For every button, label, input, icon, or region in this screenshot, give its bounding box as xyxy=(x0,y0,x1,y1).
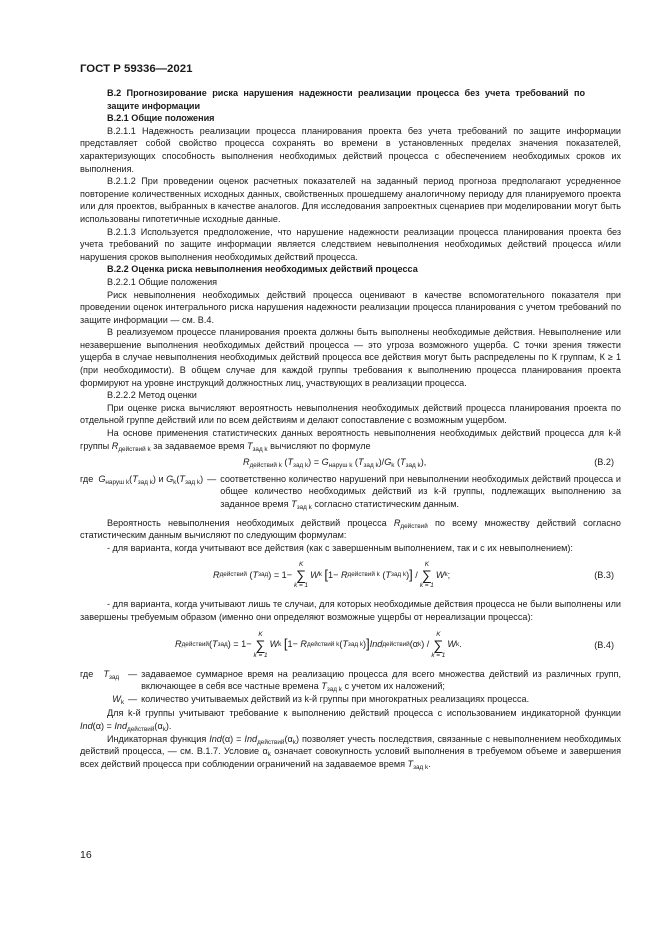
where-b4-w-description: количество учитываемых действий из k-й группы при многократных реализациях процесса. xyxy=(141,693,530,704)
section-heading-b21: В.2.1 Общие положения xyxy=(107,113,215,124)
paragraph-stat-basis: На основе применения статистических данных вероятность невыполнения необходимых действий процесса для k-й группы $R_{действий k}$ за задаваемое время $T_{зад k}$ вычисляют по формуле xyxy=(80,428,621,453)
sum-symbol: K ∑ k = 1 xyxy=(419,561,434,590)
formula-b2-expression: $R_{действий k}$ $(T_{зад k}) = G_{наруш k}$ $(T_{зад k})/G_k$ $(T_{зад k})$, xyxy=(243,457,427,470)
section-heading-b22: В.2.2 Оценка риска невыполнения необходимых действий процесса xyxy=(107,264,418,275)
formula-b3-expression: R действий ( T зад ) = 1− K ∑ k = 1 W k [ 1− R действий k ( T зад k ) ] / K ∑ k = 1 W k ; xyxy=(213,561,451,590)
subsection-heading-b222: В.2.2.2 Метод оценки xyxy=(107,390,197,401)
document-body xyxy=(80,87,621,770)
formula-b3 xyxy=(80,557,621,593)
sum-symbol: K ∑ k = 1 xyxy=(431,630,446,659)
paragraph-method: При оценке риска вычисляют вероятность невыполнения необходимых действий процесса планирования проекта по отдельной группе действий или по всем действиям и делают сопоставление с возможным ущербом. xyxy=(80,402,621,426)
paragraph-risk-intro: Риск невыполнения необходимых действий процесса оценивают в качестве вспомогательного показателя при проведении оценок интегрального риска нарушения надежности реализации процесса планирования с учетом требований по защите информации — см. В.4. xyxy=(80,289,621,325)
sum-symbol: K ∑ k = 1 xyxy=(253,630,268,659)
paragraph-probability: Вероятность невыполнения необходимых действий процесса $R_{действий}$ по всему множеству действий согласно статистическим данным вычисляют по следующим формулам: xyxy=(80,517,621,541)
paragraph-variant-failed: - для варианта, когда учитывают лишь те случаи, для которых необходимые действия процесса не были выполнены или завершены требуемым образом (именно они определяют возможные ущербы от нереализации процесса): xyxy=(80,599,621,622)
paragraph-b213: В.2.1.3 Используется предположение, что нарушение надежности реализации процесса планирования проекта без учета требований по защите информации является следствием невыполнения необходимых действий процесса и/или нарушения сроков выполнения необходимых действий процесса. xyxy=(80,226,621,262)
paragraph-variant-all: - для варианта, когда учитывают все действия (как с завершенным выполнением, так и с их невыполнением): xyxy=(107,542,573,553)
formula-b2-number: (В.2) xyxy=(594,457,614,468)
paragraph-indicator-requirement: Для k-й группы учитывают требование к выполнению действий процесса с использованием индикаторной функции $Ind(\alpha) = Ind_{действий}(\alpha_k)$. xyxy=(80,708,621,733)
formula-b2 xyxy=(80,456,621,469)
formula-b4-number: (В.4) xyxy=(594,639,614,650)
paragraph-indicator-function: Индикаторная функция $Ind(\alpha) = Ind_{действий}(\alpha_k)$ позволяет учесть последствия, связанные с невыполнением необходимых действий процесса, — см. В.1.7. Условие $\alpha_k$ означает совокупность условий выполнения в требуемом объеме и завершения всех действий процесса при соблюдении ограничений на задаваемое время $T_{зад k}$. xyxy=(80,733,622,771)
page-number: 16 xyxy=(80,849,92,861)
where-b4-t-symbol: где $T_{зад}$ xyxy=(80,668,120,681)
where-b2-symbols: где $G_{наруш k}(T_{зад k})$ и $G_k(T_{зад k})$ xyxy=(80,473,204,486)
paragraph-b212: В.2.1.2 При проведении оценок расчетных показателей на заданный период прогноза предполагают усредненное повторение количественных исходных данных, свойственных прошедшему аналогичному периоду для планируемого проекта или для проектов, выбранных в качестве аналогов. Для исследования запроектных сценариев при моделировании могут быть использованы гипотетичные исходные данные. xyxy=(80,176,621,224)
where-b2-description: соответственно количество нарушений при невыполнении необходимых действий процесса и общее количество необходимых действий из k-й группы, подлежащих выполнению за заданное время $T_{зад k}$ согласно статистическим данным. xyxy=(220,473,621,511)
subsection-heading-b221: В.2.2.1 Общие положения xyxy=(107,276,218,287)
formula-b4-expression: R действий ( T зад ) = 1− K ∑ k = 1 W k [ 1− R действий k ( T зад k ) ] Ind действий ( α k ) / K ∑ k = 1 W k . xyxy=(175,630,462,659)
where-b4-t-description: задаваемое суммарное время на реализацию процесса для всего множества действий из различных групп, включающее в себя все частные времена $T_{зад k}$ с учетом их наложений; xyxy=(141,668,621,694)
where-b4-w-symbol: $W_k$ xyxy=(112,693,124,706)
paragraph-b211: В.2.1.1 Надежность реализации процесса планирования проекта без учета требований по защите информации представляет собой свойство процесса сохранять во времени в установленных пределах значения показателей, характеризующих способность выполнения необходимых действий процесса с обеспечением необходимых сроков их выполнения. xyxy=(80,125,621,174)
formula-b3-number: (В.3) xyxy=(594,570,614,581)
formula-b4 xyxy=(80,627,621,663)
sum-symbol: K ∑ k = 1 xyxy=(294,561,309,590)
document-header: ГОСТ Р 59336—2021 xyxy=(80,63,193,75)
where-block-b4-t: где $T_{зад}$ — задаваемое суммарное время на реализацию процесса для всего множества действий из различных групп, включающее в себя все частные времена $T_{зад k}$ с учетом их наложений; xyxy=(80,668,621,694)
paragraph-groups: В реализуемом процессе планирования проекта должны быть выполнены необходимые действия. Невыполнение или незавершение выполнения необходимых действий процесса — это угроза возможного ущерба. С точки зрения тяжести ущерба в случае невыполнения необходимых действий процесса все действия могут быть распределены по К группам, К ≥ 1 (при необходимости). В общем случае для каждой группы требования к выполнению процесса планирования проекта формируют на уровне инструкций должностных лиц, участвующих в реализации процесса. xyxy=(80,327,621,388)
where-block-b4-w: $W_k$ — количество учитываемых действий из k-й группы при многократных реализациях процесса. xyxy=(80,693,621,706)
section-heading-b2: В.2 Прогнозирование риска нарушения надежности реализации процесса без учета требований по защите информации xyxy=(107,88,585,111)
where-block-b2: где $G_{наруш k}(T_{зад k})$ и $G_k(T_{зад k})$ — соответственно количество нарушений при невыполнении необходимых действий процесса и общее количество необходимых действий из k-й группы, подлежащих выполнению за заданное время $T_{зад k}$ согласно статистическим данным. xyxy=(80,473,621,511)
